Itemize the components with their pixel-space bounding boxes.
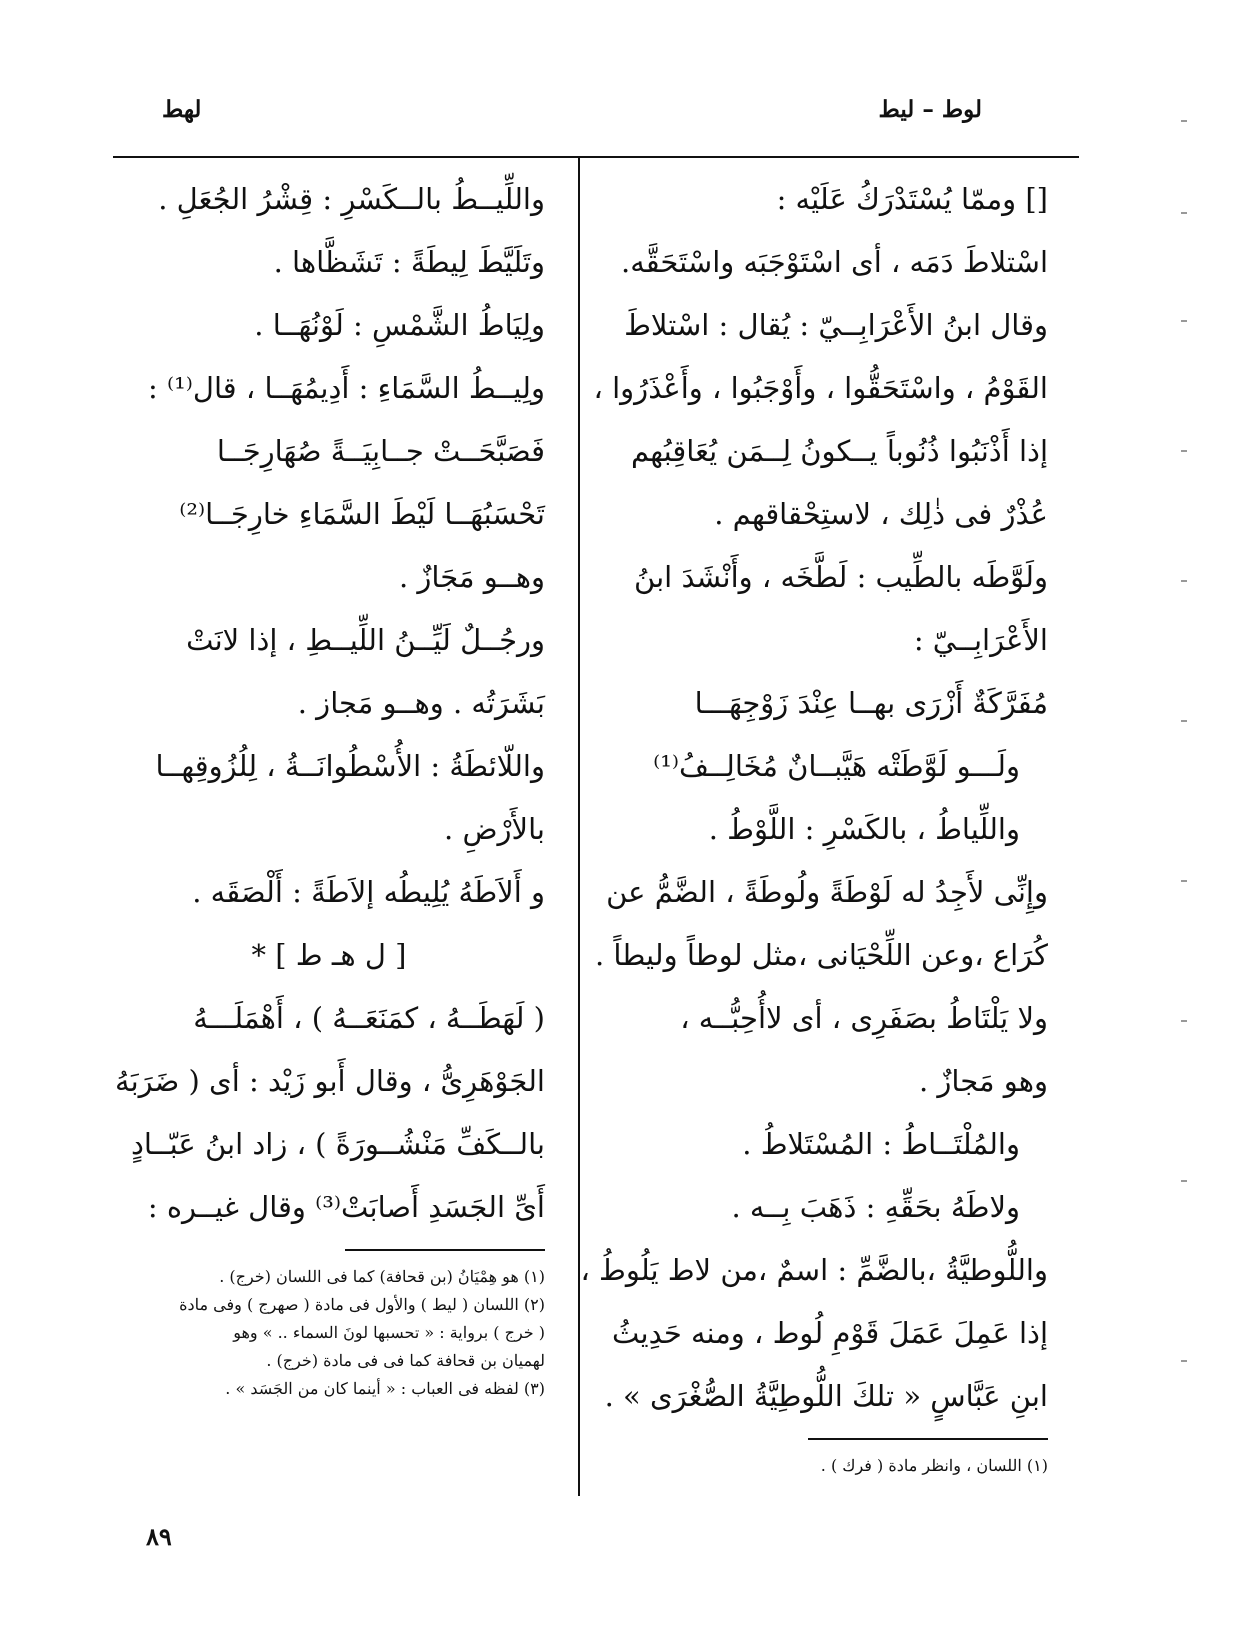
footnote: (٢) اللسان ( ليط ) والأول فى مادة ( صهرج ) وفى مادة <box>179 1295 545 1314</box>
running-header-right: لوط – ليط <box>878 96 982 123</box>
verse-line: مُفَرَّكَةٌ أَزْرَى بهــا عِنْدَ زَوْجِهَـــا <box>694 686 1048 720</box>
text-line: الجَوْهَرِىُّ ، وقال أَبو زَيْد : أى ( ضَرَبَهُ <box>115 1064 545 1098</box>
verse-line: ولَـــو لَوَّطَتْه هَيَّبــانٌ مُخَالِــفُ⁽¹⁾ <box>653 749 1020 783</box>
text-line: ولاطَهُ بحَقِّهِ : ذَهَبَ بِــه . <box>731 1190 1020 1224</box>
text-line: وإِنِّى لأَجِدُ له لَوْطَةً ولُوطَةً ، الضَّمُّ عن <box>606 875 1048 909</box>
text-line: وهو مَجازٌ . <box>918 1064 1048 1098</box>
text-line: بالأَرْضِ . <box>444 812 545 846</box>
text-line: بَشَرَتُه . وهــو مَجاز . <box>297 686 545 720</box>
header-rule <box>113 156 1079 158</box>
text-line: ولِيــطُ السَّمَاءِ : أَدِيمُهَــا ، قال⁽¹⁾ : <box>148 371 545 405</box>
right-column <box>580 168 1048 1480</box>
footnote: (٣) لفظه فى العباب : « أينما كان من الجَسَد » . <box>225 1379 545 1398</box>
entry-heading: [ ل هـ ط ] * <box>251 938 407 972</box>
text-line: وتَلَيَّطَ لِيطَةً : تَشَظَّاها . <box>273 245 545 279</box>
text-line: واللُّوطيَّةُ ،بالضَّمِّ : اسمٌ ،من لاط يَلُوطُ ، <box>580 1253 1048 1287</box>
text-line: [] وممّا يُسْتَدْرَكُ عَلَيْه : <box>776 182 1048 216</box>
text-line: وهــو مَجَازٌ . <box>398 560 545 594</box>
text-line: ولَوَّطَه بالطِّيب : لَطَّخَه ، وأَنْشَدَ ابنُ <box>634 560 1048 594</box>
text-line: إذا عَمِلَ عَمَلَ قَوْمِ لُوط ، ومنه حَدِيثُ <box>612 1316 1048 1350</box>
text-line: إذا أَذْنَبُوا ذُنُوباً يــكونُ لِــمَن يُعَاقِبُهم <box>630 434 1048 468</box>
left-column <box>113 168 545 1403</box>
text-line: واللِّياطُ ، بالكَسْرِ : اللَّوْطُ . <box>708 812 1020 846</box>
page-number: ٨٩ <box>146 1522 172 1551</box>
footnote-rule <box>345 1249 545 1251</box>
text-line: وقال ابنُ الأَعْرَابِــيّ : يُقال : اسْتلاطَ <box>624 308 1048 342</box>
text-line: واللّائطَةُ : الأُسْطُوانَــةُ ، لِلُزُوقِهــا <box>155 749 545 783</box>
text-line: عُذْرٌ فى ذٰلِك ، لاستِحْقاقهم . <box>714 497 1048 531</box>
text-line: ولا يَلْتَاطُ بصَفَرِى ، أى لاأُحِبُّــه ، <box>680 1001 1048 1035</box>
footnote: (١) اللسان ، وانظر مادة ( فرك ) . <box>820 1456 1048 1475</box>
text-line: واللِّيــطُ بالــكَسْرِ : قِشْرُ الجُعَلِ . <box>158 182 545 216</box>
text-line: والمُلْتَــاطُ : المُسْتَلاطُ . <box>742 1127 1020 1161</box>
text-line: ( لَهَطَــهُ ، كمَنَعَــهُ ) ، أَهْمَلَـــهُ <box>193 1001 545 1035</box>
text-line: بالــكَفِّ مَنْشُــورَةً ) ، زاد ابنُ عَبّــادٍ <box>130 1127 545 1161</box>
text-line: اسْتلاطَ دَمَه ، أى اسْتَوْجَبَه واسْتَحَقَّه. <box>620 245 1048 279</box>
text-line: القَوْمُ ، واسْتَحَقُّوا ، وأَوْجَبُوا ، وأَعْذَرُوا ، <box>593 371 1048 405</box>
footnote-rule <box>808 1438 1048 1440</box>
text-line: ابنِ عَبَّاسٍ « تلكَ اللُّوطِيَّةُ الصُّغْرَى » . <box>604 1379 1048 1413</box>
text-line: الأَعْرَابِــيّ : <box>913 623 1048 657</box>
verse-line: فَصَبَّحَــتْ جــابِيَــةً صُهَارِجَــا <box>216 434 545 468</box>
verse-line: تَحْسَبُهَــا لَيْطَ السَّمَاءِ خارِجَــا⁽²⁾ <box>179 497 545 531</box>
text-line: و أَلاَطَهُ يُلِيطُه إلاَطَةً : أَلْصَقَه . <box>192 875 545 909</box>
footnote: (١) هو هِمْيَانُ (بن قحافة) كما فى اللسان (خرج) . <box>219 1267 545 1286</box>
footnote: ( خرج ) برواية : « تحسبها لونَ السماء .. » وهو <box>233 1323 545 1342</box>
text-line: أَىِّ الجَسَدِ أَصابَتْ⁽³⁾ وقال غيــره : <box>147 1190 545 1224</box>
text-line: ورجُــلٌ لَيِّــنُ اللِّيــطِ ، إذا لانَتْ <box>186 623 545 657</box>
text-line: ولِيَاطُ الشَّمْسِ : لَوْنُهَــا . <box>254 308 545 342</box>
footnote: لهميان بن قحافة كما فى فى مادة (خرج) . <box>266 1351 545 1370</box>
text-line: كُرَاع ،وعن اللِّحْيَانى ،مثل لوطاً وليطاً . <box>594 938 1048 972</box>
running-header-left: لهط <box>162 96 202 123</box>
